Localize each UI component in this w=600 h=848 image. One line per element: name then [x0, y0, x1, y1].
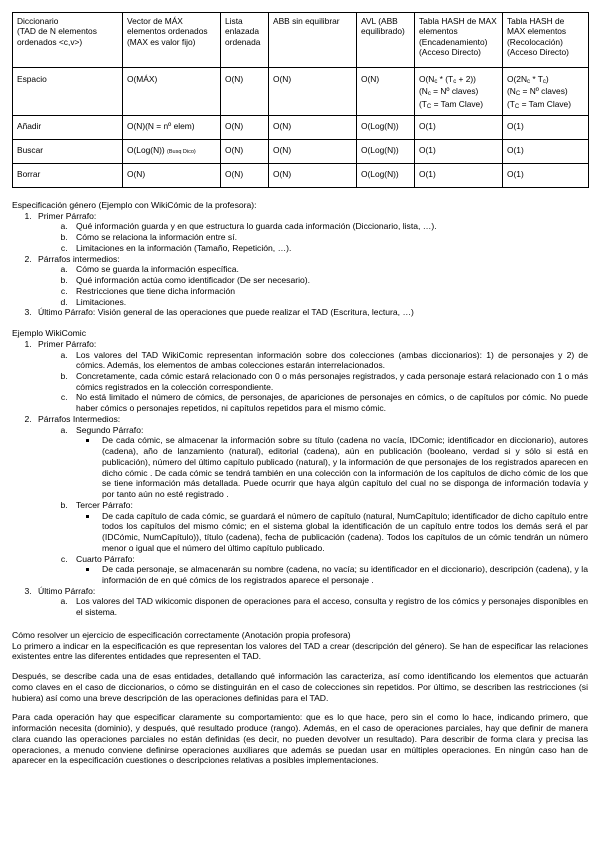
list-item [34, 254, 588, 308]
sub-list [38, 350, 588, 414]
bullet-item: ▪ De cada capítulo de cada cómic, se guardará el número de capítulo (natural, NumCapítulo; identificador de dicho capítulo entre todos los capítulos del mismo cómic; en el sistema global la identificación de un capítulo entre todos los demás será el par (IDCómic, NumCapítulo)), título (cadena), fecha de publicación (cadena). Todos los capítulos de un cómic tendrán un número menor o igual que el número del último capítulo publicado. [98, 511, 588, 554]
cell-hash-rec: O(1) [503, 116, 589, 140]
list-item: a. Cómo se guarda la información específica. [70, 264, 588, 275]
text: + 2)) [456, 74, 476, 84]
text: O(N)(N = nº elem) [127, 121, 195, 131]
cell-vector [123, 164, 221, 188]
text: O(N [419, 74, 435, 84]
text: * T [530, 74, 543, 84]
list-item: d. Limitaciones. [70, 297, 588, 308]
list-item [34, 586, 588, 618]
bullet-list [76, 564, 588, 585]
subscript: c [453, 79, 457, 85]
list-item: a. Qué información guarda y en que estructura lo guarda cada información (Diccionario, lista, …). [70, 221, 588, 232]
subscript: C [515, 91, 521, 98]
table-row [13, 140, 589, 164]
complexity-table [12, 12, 589, 188]
spec-list [12, 211, 588, 318]
cell-abb: O(N) [269, 68, 357, 116]
header-cell: Diccionario (TAD de N elementos ordenados <c,v>) [13, 13, 123, 68]
subscript: C [514, 103, 520, 110]
list-item [34, 211, 588, 254]
list-item [70, 425, 588, 500]
cell-lista: O(N) [221, 164, 269, 188]
list-item: c. Limitaciones en la información (Tamaño, Repetición, …). [70, 243, 588, 254]
table-row-space [13, 68, 589, 116]
cell-hash-enc: O(1) [415, 116, 503, 140]
item-label: Último Párrafo: Visión general de las operaciones que puede realizar el TAD (Escritura, lectura, …) [38, 307, 414, 318]
text: (N [507, 86, 516, 97]
cell-avl: O(Log(N)) [357, 164, 415, 188]
text: O(Log(N)) [127, 145, 165, 155]
cell-hash-enc: O(1) [415, 164, 503, 188]
item-label: Tercer Párrafo: [76, 499, 133, 510]
item-label: Último Párrafo: [38, 585, 96, 596]
text: = Tam Clave) [431, 98, 483, 109]
list-item [34, 339, 588, 414]
list-item: b. Concretamente, cada cómic estará relacionado con 0 o más personajes registrados, y cada personaje estará relacionado con 1 o más cómics registrados en la colección correspondiente. [70, 371, 588, 392]
row-label: Buscar [13, 140, 123, 164]
cell-hash-rec: O(1) [503, 164, 589, 188]
header-cell: Lista enlazada ordenada [221, 13, 269, 68]
text: = Tam Clave) [519, 98, 571, 109]
header-cell: Vector de MÁX elementos ordenados (MAX es valor fijo) [123, 13, 221, 68]
row-label: Espacio [13, 68, 123, 116]
list-item [34, 307, 588, 318]
item-label: Párrafos Intermedios: [38, 413, 121, 424]
text: * (T [437, 74, 454, 84]
text: (N [419, 86, 428, 97]
bullet-list [76, 435, 588, 499]
howto-title: Cómo resolver un ejercicio de especificación correctamente (Anotación propia profesora) [12, 629, 351, 640]
cell-vector [123, 116, 221, 140]
row-label: Borrar [13, 164, 123, 188]
list-item: c. No está limitado el número de cómics, de personajes, de apariciones de personajes en cómics, o de capítulos por cómic. No puede haber cómics o personajes repetidos, ni capítulos repetidos para el mismo cómic. [70, 392, 588, 413]
text: (T [507, 98, 515, 109]
header-cell: Tabla HASH de MAX elementos (Encadenamiento) (Acceso Directo) [415, 13, 503, 68]
list-item: b. Cómo se relaciona la información entre sí. [70, 232, 588, 243]
example-title: Ejemplo WikiComic [12, 328, 87, 339]
document [12, 12, 588, 766]
spec-title: Especificación género (Ejemplo con WikiCómic de la profesora): [12, 200, 257, 210]
howto-paragraph: Lo primero a indicar en la especificación es que representan los valores del TAD a crear (descripción del género). Se han de especificar las relaciones existentes entre las diferentes entidades que representen el TAD. [12, 640, 588, 662]
howto-paragraph: Para cada operación hay que especificar claramente su comportamiento: que es lo que hace, pero sin el como lo hace, indicando primero, que información necesita (dominio), y después, qué resultado produce (rango). Además, en el caso de operaciones parciales, hay que definir de manera clara cuando las operaciones parciales no están definidas (es decir, no pueden devolver un resultado). Para describir de forma clara y precisa las operaciones, a menudo conviene definirse operaciones auxiliares que además se puedan usar en múltiples operaciones. En ningún caso han de aparecer en la especificación cuestiones o descripciones relativas a posibles implementaciones. [12, 712, 588, 766]
table-row [13, 116, 589, 140]
cell-lista: O(N) [221, 68, 269, 116]
howto-paragraph: Después, se describe cada una de esas entidades, detallando qué información las caracteriza, así como identificando los elementos que actuarán como claves en el caso de diccionarios, o cómo se distinguirán en el caso de colecciones sin repetidos. Por último, se describen las restricciones (si hubiera) así como una breve descripción de las operaciones definidas para el TAD. [12, 671, 588, 703]
list-item [70, 500, 588, 554]
subscript: C [426, 103, 432, 110]
cell-abb: O(N) [269, 116, 357, 140]
row-label: Añadir [13, 116, 123, 140]
cell-avl: O(N) [357, 68, 415, 116]
subscript: c [527, 79, 531, 85]
text: = Nº claves) [520, 86, 568, 97]
cell-lista: O(N) [221, 116, 269, 140]
subscript: c [427, 91, 431, 98]
example-list [12, 339, 588, 618]
list-item: a. Los valores del TAD WikiComic representan información sobre dos colecciones (ambas diccionarios): 1) de personajes y 2) de cómics. Además, los elementos de ambas colecciones estarán interrelacionados. [70, 350, 588, 371]
sub-list [38, 596, 588, 617]
cell-abb: O(N) [269, 164, 357, 188]
table-row [13, 164, 589, 188]
cell-hash-rec [503, 68, 589, 116]
subscript: c [434, 79, 438, 85]
text: O(N) [127, 169, 146, 179]
cell-hash-rec: O(1) [503, 140, 589, 164]
sub-list [38, 425, 588, 586]
cell-avl: O(Log(N)) [357, 116, 415, 140]
list-item: c. Restricciones que tiene dicha información [70, 286, 588, 297]
sub-list [38, 264, 588, 307]
item-label: Segundo Párrafo: [76, 424, 144, 435]
bullet-item: ▪ De cada personaje, se almacenarán su nombre (cadena, no vacía; su identificador en el diccionario), descripción (cadena), y la información de en qué cómics de los registrados aparece el personaje . [98, 564, 588, 585]
cell-avl: O(Log(N)) [357, 140, 415, 164]
header-cell: ABB sin equilibrar [269, 13, 357, 68]
cell-hash-enc: O(1) [415, 140, 503, 164]
text: ) [545, 74, 549, 84]
text: = Nº claves) [430, 86, 479, 97]
item-label: Cuarto Párrafo: [76, 553, 135, 564]
subscript: c [542, 79, 546, 85]
item-label: Primer Párrafo: [38, 210, 97, 221]
list-item: b. Qué información actúa como identificador (De ser necesario). [70, 275, 588, 286]
text: (T [419, 98, 427, 109]
header-cell: Tabla HASH de MAX elementos (Recolocación) (Acceso Directo) [503, 13, 589, 68]
list-item [34, 414, 588, 586]
item-label: Párrafos intermedios: [38, 253, 120, 264]
cell-vector: O(MÁX) [123, 68, 221, 116]
header-cell: AVL (ABB equilibrado) [357, 13, 415, 68]
cell-abb: O(N) [269, 140, 357, 164]
sub-list [38, 221, 588, 253]
cell-vector [123, 140, 221, 164]
list-item [70, 554, 588, 586]
bullet-list [76, 511, 588, 554]
list-item: a. Los valores del TAD wikicomic disponen de operaciones para el acceso, consulta y registro de los cómics y personajes disponibles en el sistema. [70, 596, 588, 617]
bullet-item: ▪ De cada cómic, se almacenar la información sobre su título (cadena no vacía, IDComic; identificador en diccionario), autores (cadena), año de lanzamiento (natural), editorial (cadena), aún en publicación (booleano, verdad si y sólo si está en publicación), número del último capítulo publicado (natural), y la información de que personajes de los registrados aparecen en dicho cómic . De cada cómic se tendrá también en una colección con la información de los capítulos de dicho cómic de los que se tiene información más detallada. Puede ocurrir que haya algún capítulo del cual no se disponga de información todavía y por tanto aún no esté registrado . [98, 435, 588, 499]
item-label: Primer Párrafo: [38, 338, 97, 349]
table-header-row [13, 13, 589, 68]
note: (Busq Dico) [167, 149, 196, 155]
text: O(2N [507, 74, 528, 84]
cell-hash-enc [415, 68, 503, 116]
cell-lista: O(N) [221, 140, 269, 164]
